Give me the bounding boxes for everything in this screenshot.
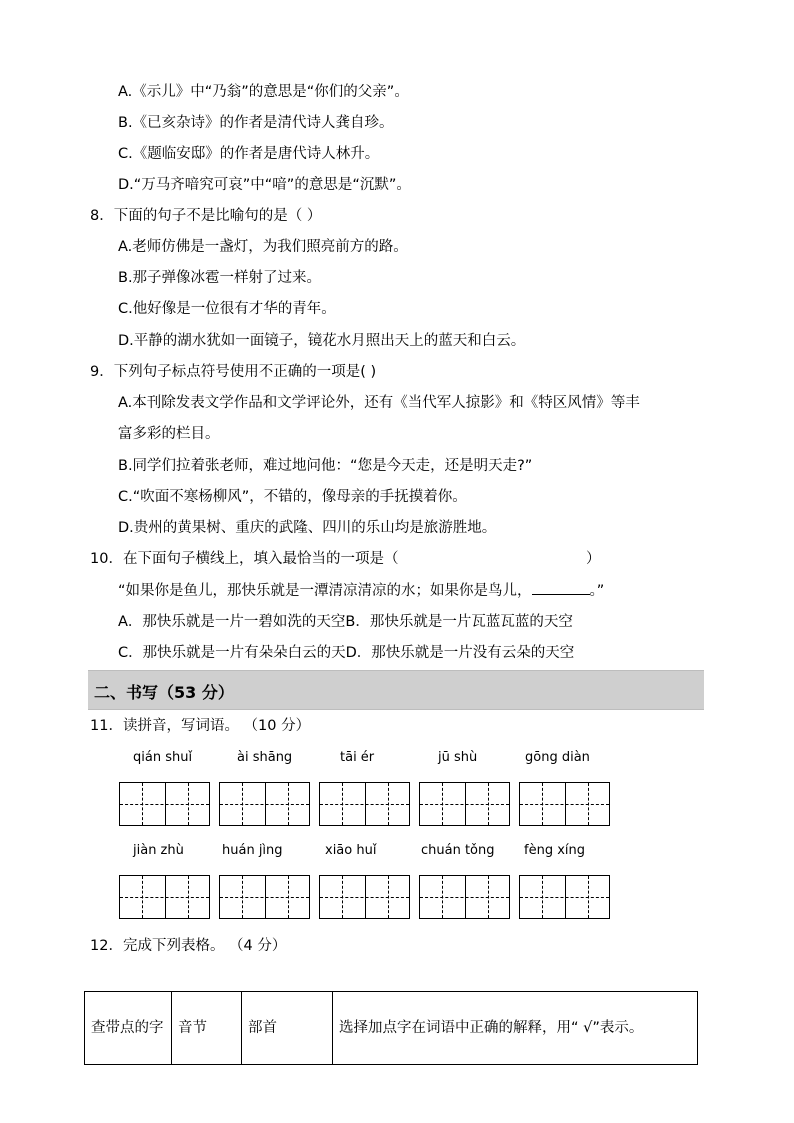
- q10-options-row2: C．那快乐就是一片有朵朵白云的天D．那快乐就是一片没有云朵的天空: [118, 645, 575, 661]
- pinyin-6: jiàn zhù: [133, 843, 184, 858]
- writing-box-10[interactable]: [519, 875, 610, 919]
- q7-option-d: D.“万马齐喑究可哀”中“喑”的意思是“沉默”。: [118, 177, 411, 193]
- table-header-char: 查带点的字: [85, 992, 172, 1065]
- q10-answer-blank[interactable]: [532, 580, 590, 595]
- pinyin-4: jū shù: [438, 750, 478, 765]
- table-row: [85, 992, 698, 1065]
- table-header-syllable: 音节: [172, 992, 242, 1065]
- pinyin-10: fèng xíng: [524, 843, 585, 858]
- q9-option-a-cont: 富多彩的栏目。: [118, 426, 220, 442]
- writing-box-8[interactable]: [319, 875, 410, 919]
- q8-option-a: A.老师仿佛是一盏灯，为我们照亮前方的路。: [118, 239, 408, 255]
- q10-sentence: [118, 580, 604, 601]
- table-header-meaning: 选择加点字在词语中正确的解释，用“ √”表示。: [333, 992, 698, 1065]
- pinyin-7: huán jìng: [222, 843, 283, 858]
- q12-stem: 12．完成下列表格。 （4 分）: [90, 938, 287, 954]
- writing-box-4[interactable]: [419, 782, 510, 826]
- q7-option-a: A.《示儿》中“乃翁”的意思是“你们的父亲”。: [118, 84, 409, 100]
- writing-box-1[interactable]: [119, 782, 210, 826]
- writing-box-3[interactable]: [319, 782, 410, 826]
- pinyin-8: xiāo huǐ: [325, 843, 377, 858]
- q10-stem-close: ）: [586, 551, 601, 567]
- q10-options-row1: A．那快乐就是一片一碧如洗的天空B．那快乐就是一片瓦蓝瓦蓝的天空: [118, 614, 573, 630]
- q8-stem: 8．下面的句子不是比喻句的是（ ）: [90, 208, 322, 224]
- q9-option-a: A.本刊除发表文学作品和文学评论外，还有《当代军人掠影》和《特区风情》等丰: [118, 395, 640, 411]
- pinyin-9: chuán tǒng: [421, 843, 495, 858]
- pinyin-2: ài shāng: [237, 750, 293, 765]
- table-header-radical: 部首: [242, 992, 333, 1065]
- section-2-header: [88, 670, 704, 710]
- q9-stem: 9．下列句子标点符号使用不正确的一项是( ): [90, 364, 377, 380]
- q10-stem: 10．在下面句子横线上，填入最恰当的一项是（: [90, 551, 399, 567]
- q8-option-d: D.平静的湖水犹如一面镜子，镜花水月照出天上的蓝天和白云。: [118, 333, 526, 349]
- q7-option-c: C.《题临安邸》的作者是唐代诗人林升。: [118, 146, 380, 162]
- pinyin-5: gōng diàn: [525, 750, 590, 765]
- writing-box-9[interactable]: [419, 875, 510, 919]
- q11-stem: 11．读拼音，写词语。 （10 分）: [90, 718, 311, 734]
- writing-box-5[interactable]: [519, 782, 610, 826]
- pinyin-3: tāi ér: [340, 750, 375, 765]
- writing-box-6[interactable]: [119, 875, 210, 919]
- writing-box-7[interactable]: [219, 875, 310, 919]
- q9-option-b: B.同学们拉着张老师，难过地问他：“您是今天走，还是明天走?”: [118, 458, 533, 474]
- q10-sentence-start: “如果你是鱼儿，那快乐就是一潭清凉清凉的水；如果你是鸟儿，: [118, 583, 532, 599]
- q9-option-c: C.“吹面不寒杨柳风”，不错的，像母亲的手抚摸着你。: [118, 489, 467, 505]
- q9-option-d: D.贵州的黄果树、重庆的武隆、四川的乐山均是旅游胜地。: [118, 520, 497, 536]
- q8-option-b: B.那子弹像冰雹一样射了过来。: [118, 270, 322, 286]
- q8-option-c: C.他好像是一位很有才华的青年。: [118, 301, 336, 317]
- section-2-title: 二、书写（53 分）: [94, 683, 234, 702]
- q7-option-b: B.《已亥杂诗》的作者是清代诗人龚自珍。: [118, 115, 394, 131]
- q12-table: [84, 991, 698, 1065]
- q10-sentence-end: 。”: [589, 583, 605, 599]
- pinyin-1: qián shuǐ: [133, 750, 193, 765]
- writing-box-2[interactable]: [219, 782, 310, 826]
